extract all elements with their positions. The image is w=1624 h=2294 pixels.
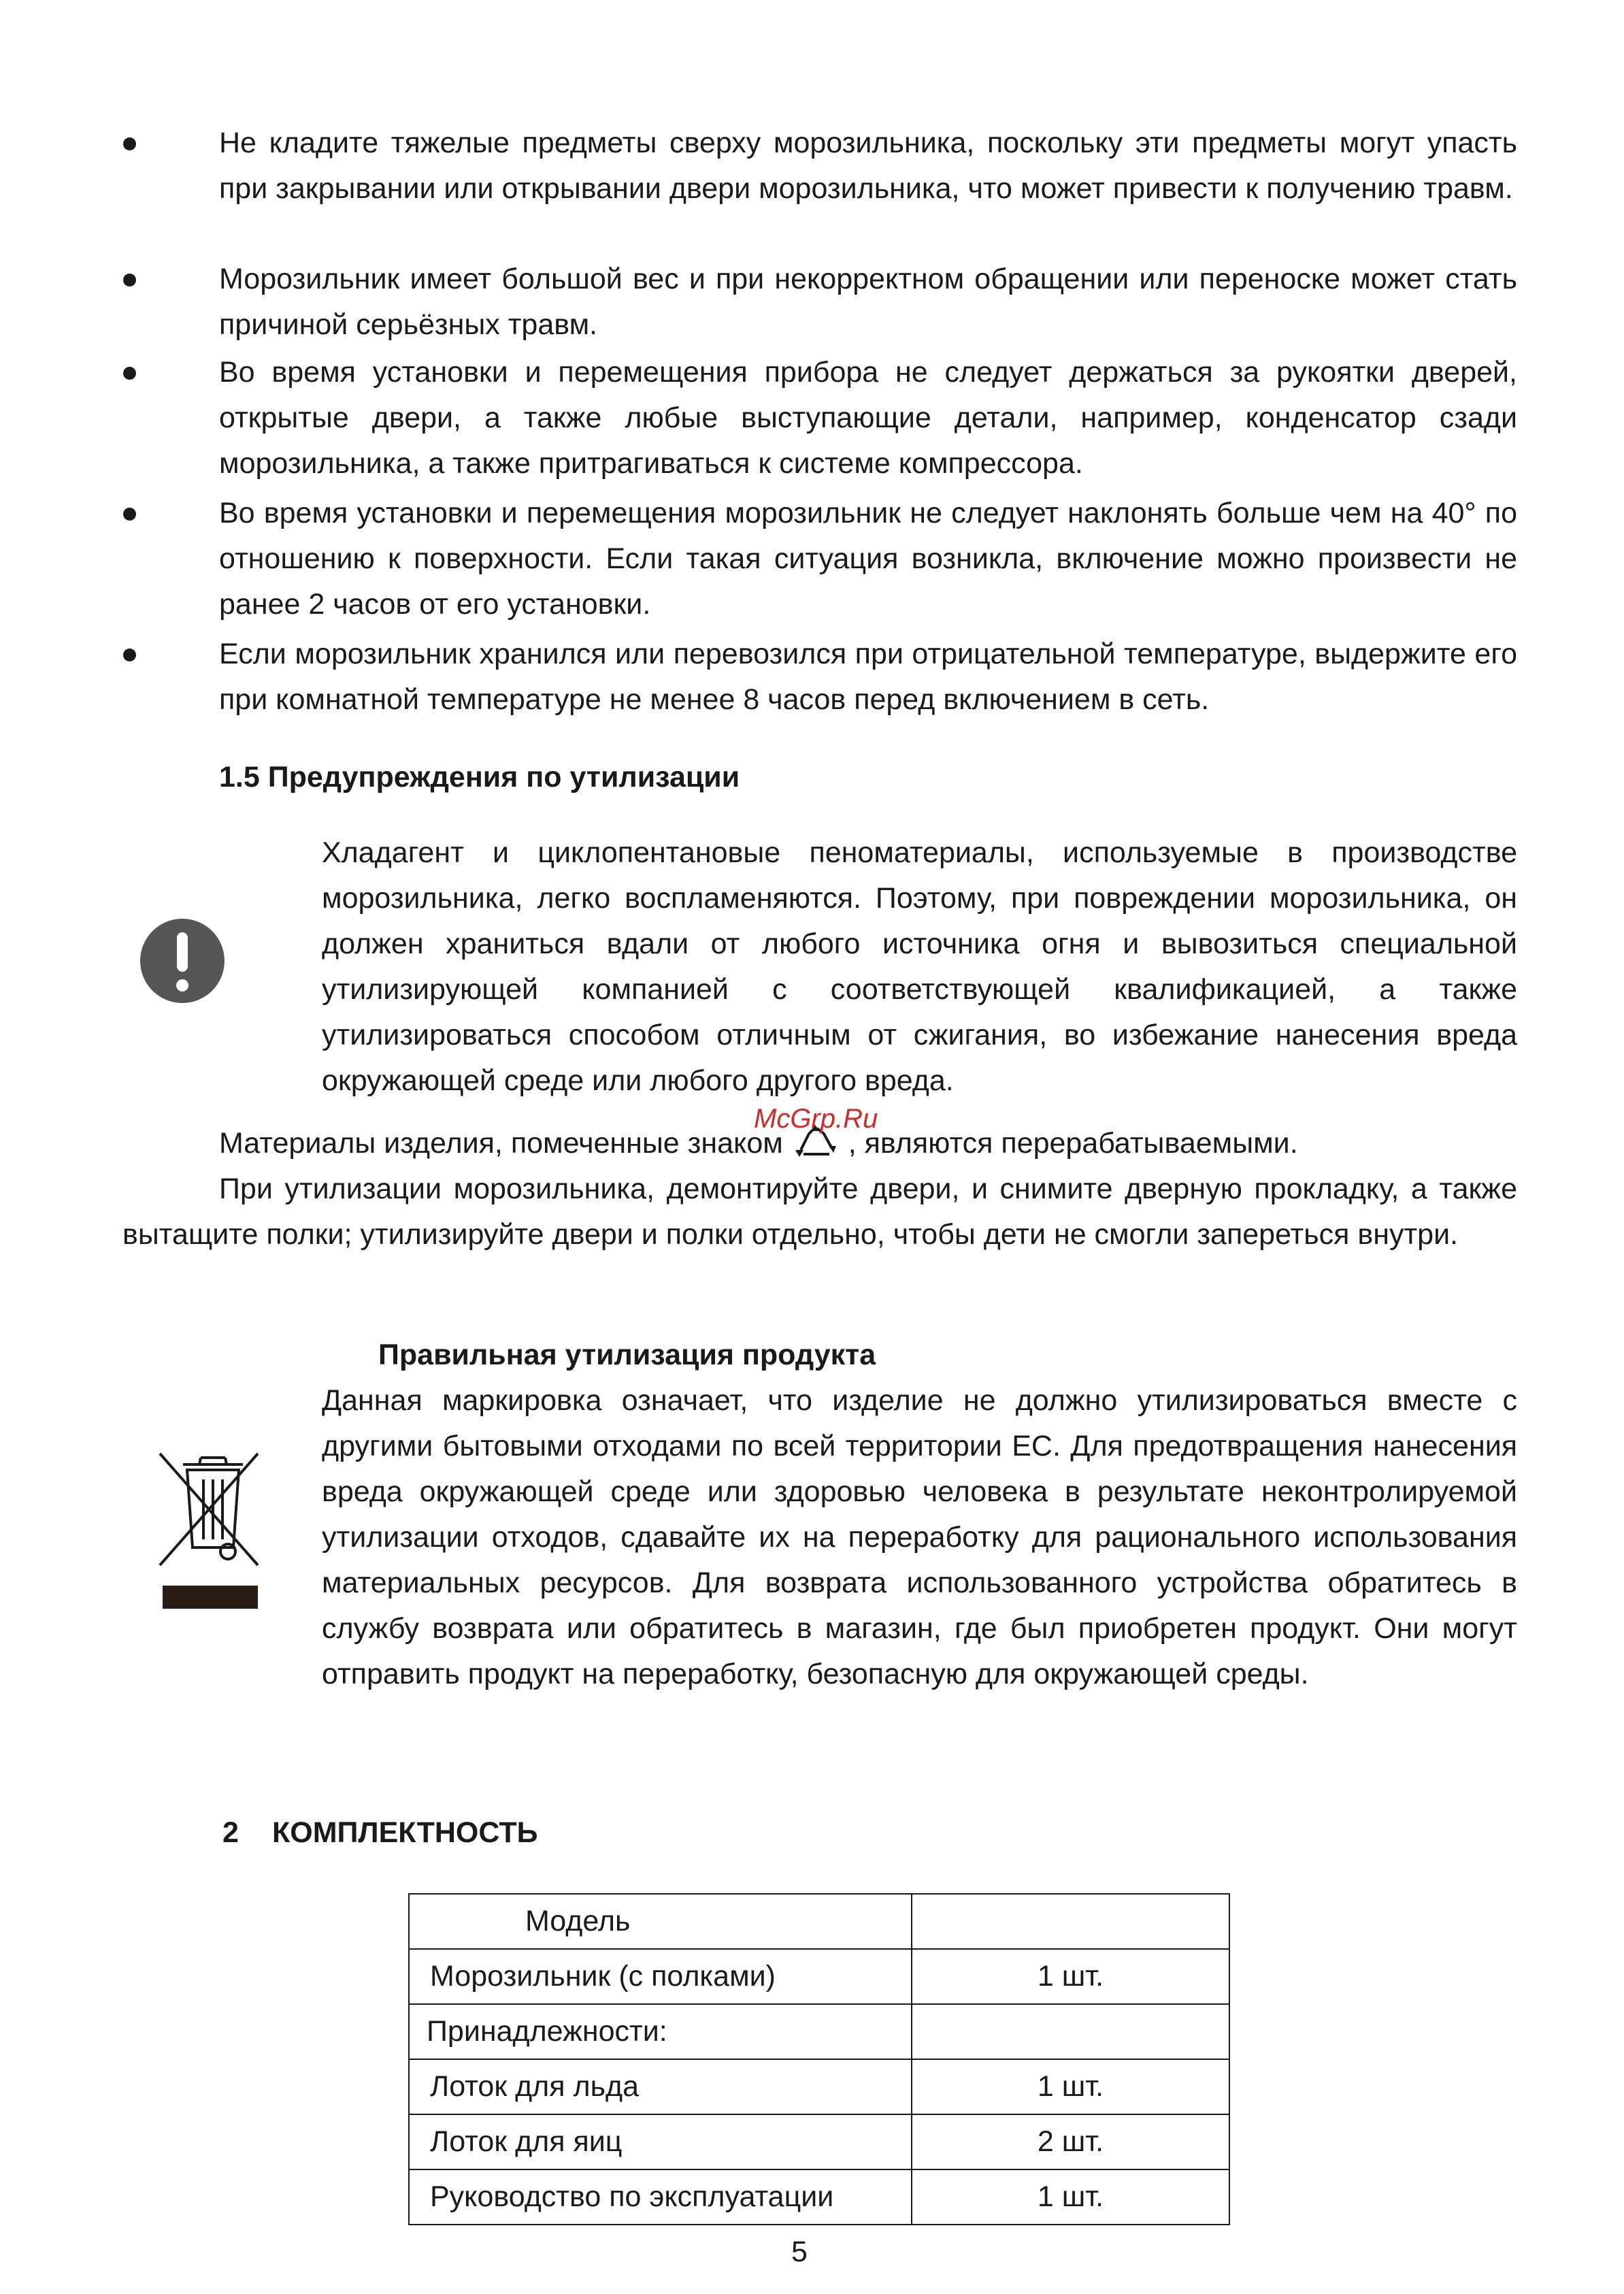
table-row	[409, 1949, 1229, 2004]
table-cell-item: Морозильник (с полками)	[409, 1949, 912, 2004]
warning-exclamation-icon	[140, 919, 225, 1003]
section-2-heading: КОМПЛЕКТНОСТЬ	[272, 1816, 538, 1849]
table-cell-qty: 2 шт.	[912, 2114, 1229, 2169]
table-cell-qty: 1 шт.	[912, 2059, 1229, 2114]
safety-bullet-5: Если морозильник хранился или перевозился при отрицательной температуре, выдержите его при комнатной температуре не менее 8 часов перед включением в сеть.	[219, 638, 1517, 716]
safety-bullet-3: Во время установки и перемещения прибора не следует держаться за рукоятки дверей, открытые двери, а также любые выступающие детали, например, конденсатор сзади морозильника, а также притрагиваться к системе компрессора.	[219, 356, 1517, 480]
disposal-text: Данная маркировка означает, что изделие не должно утилизироваться вместе с другими бытовыми отходами по всей территории ЕС. Для предотвращения нанесения вреда окружающей среде или здоровью человека в результате неконтролируемой утилизации отходов, сдавайте их на переработку для рационального использования материальных ресурсов. Для возврата использованного устройства обратитесь в службу возврата или обратитесь в магазин, где был приобретен продукт. Они могут отправить продукт на переработку, безопасную для окружающей среды.	[322, 1384, 1517, 1690]
table-row	[409, 2059, 1229, 2114]
table-cell-qty: 1 шт.	[912, 1949, 1229, 2004]
table-cell-qty: 1 шт.	[912, 2169, 1229, 2225]
table-cell-qty	[912, 2004, 1229, 2059]
table-row	[409, 2004, 1229, 2059]
table-cell-item: Лоток для льда	[409, 2059, 912, 2114]
recycle-note-before: Материалы изделия, помеченные знаком	[219, 1127, 783, 1160]
table-cell-qty	[912, 1894, 1229, 1949]
bullet-dot	[123, 137, 136, 150]
bullet-dot	[123, 508, 136, 521]
table-cell-item: Лоток для яиц	[409, 2114, 912, 2169]
safety-bullet-1: Не кладите тяжелые предметы сверху морозильника, поскольку эти предметы могут упасть при закрывании или открывании двери морозильника, что может привести к получению травм.	[219, 127, 1517, 205]
table-cell-item: Руководство по эксплуатации	[409, 2169, 912, 2225]
bullet-dot	[123, 274, 136, 286]
section-2-number: 2	[222, 1816, 239, 1849]
table-cell-item: Принадлежности:	[409, 2004, 912, 2059]
recycle-note-after: , являются перерабатываемыми.	[848, 1127, 1298, 1160]
bullet-dot	[123, 649, 136, 661]
table-row	[409, 2169, 1229, 2225]
bullet-dot	[123, 367, 136, 380]
weee-crossed-bin-icon	[153, 1449, 262, 1613]
page-number: 5	[791, 2235, 808, 2268]
flammable-warning-text: Хладагент и циклопентановые пеноматериалы, используемые в производстве морозильника, легко воспламеняются. Поэтому, при повреждении морозильника, он должен храниться вдали от любого источника огня и вывозиться специальной утилизирующей компанией с соответствующей квалификацией, а также утилизироваться способом отличным от сжигания, во избежание нанесения вреда окружающей среде или любого другого вреда.	[322, 836, 1517, 1097]
safety-bullet-4: Во время установки и перемещения морозильник не следует наклонять больше чем на 40° по отношению к поверхности. Если такая ситуация возникла, включение можно произвести не ранее 2 часов от его установки.	[219, 497, 1517, 621]
section-heading-1-5: 1.5 Предупреждения по утилизации	[219, 761, 740, 793]
watermark: McGrp.Ru	[754, 1104, 878, 1134]
dismantle-text: При утилизации морозильника, демонтируйте двери, и снимите дверную прокладку, а также вытащите полки; утилизируйте двери и полки отдельно, чтобы дети не смогли запереться внутри.	[122, 1173, 1517, 1251]
table-row	[409, 2114, 1229, 2169]
completeness-table	[408, 1893, 1230, 2225]
safety-bullet-2: Морозильник имеет большой вес и при некорректном обращении или переноске может стать причиной серьёзных травм.	[219, 263, 1517, 341]
table-cell-item: Модель	[409, 1894, 912, 1949]
disposal-heading: Правильная утилизация продукта	[378, 1339, 876, 1371]
table-row	[409, 1894, 1229, 1949]
